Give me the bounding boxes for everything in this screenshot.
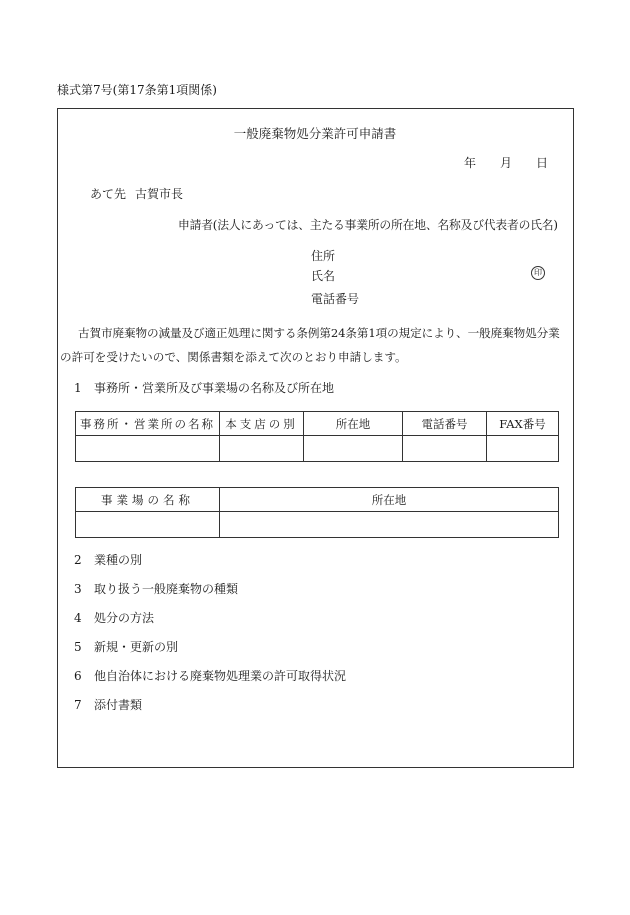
body-text-line2: の許可を受けたいので、関係書類を添えて次のとおり申請します。 [60,350,407,364]
office-name-cell[interactable] [76,436,220,462]
office-col-branch: 本支店の別 [220,412,304,436]
office-fax-cell[interactable] [487,436,559,462]
item-number: 4 [74,611,82,625]
item-number: 7 [74,698,82,712]
item-text: 他自治体における廃棄物処理業の許可取得状況 [94,669,347,683]
item-text: 処分の方法 [94,611,155,625]
item-number: 2 [74,553,82,567]
item-number: 5 [74,640,82,654]
item-number: 1 [74,381,82,395]
site-address-cell[interactable] [220,512,559,538]
site-table [75,487,559,538]
office-col-name: 事務所・営業所の名称 [76,412,220,436]
address-label: 住所 [311,249,336,263]
item-text: 新規・更新の別 [94,640,179,654]
item-text: 業種の別 [94,553,143,567]
site-table-row [76,512,559,538]
office-phone-cell[interactable] [403,436,487,462]
form-title: 一般廃棄物処分業許可申請書 [233,126,397,141]
addressee-prefix: あて先 [90,187,127,201]
phone-label: 電話番号 [311,292,360,306]
date-day-label: 日 [536,156,549,170]
item-text: 事務所・営業所及び事業場の名称及び所在地 [94,381,335,395]
date-year-label: 年 [464,156,477,170]
site-table-header-row [76,488,559,512]
applicant-heading: 申請者(法人にあっては、主たる事業所の所在地、名称及び代表者の氏名) [178,218,558,232]
seal-mark: 印 [531,266,545,280]
name-label: 氏名 [311,269,336,283]
addressee-name: 古賀市長 [135,187,184,201]
office-col-fax: FAX番号 [487,412,559,436]
office-col-phone: 電話番号 [403,412,487,436]
office-table [75,411,559,462]
form-number: 様式第7号(第17条第1項関係) [57,83,217,97]
office-table-row [76,436,559,462]
site-col-address: 所在地 [220,488,559,512]
item-text: 添付書類 [94,698,143,712]
office-address-cell[interactable] [304,436,403,462]
body-text-line1: 古賀市廃棄物の減量及び適正処理に関する条例第24条第1項の規定により、一般廃棄物処分業 [78,326,560,340]
site-name-cell[interactable] [76,512,220,538]
office-branch-cell[interactable] [220,436,304,462]
item-number: 6 [74,669,82,683]
date-month-label: 月 [500,156,513,170]
office-table-header-row [76,412,559,436]
item-number: 3 [74,582,82,596]
office-col-address: 所在地 [304,412,403,436]
site-col-name: 事業場の名称 [76,488,220,512]
item-text: 取り扱う一般廃棄物の種類 [94,582,239,596]
